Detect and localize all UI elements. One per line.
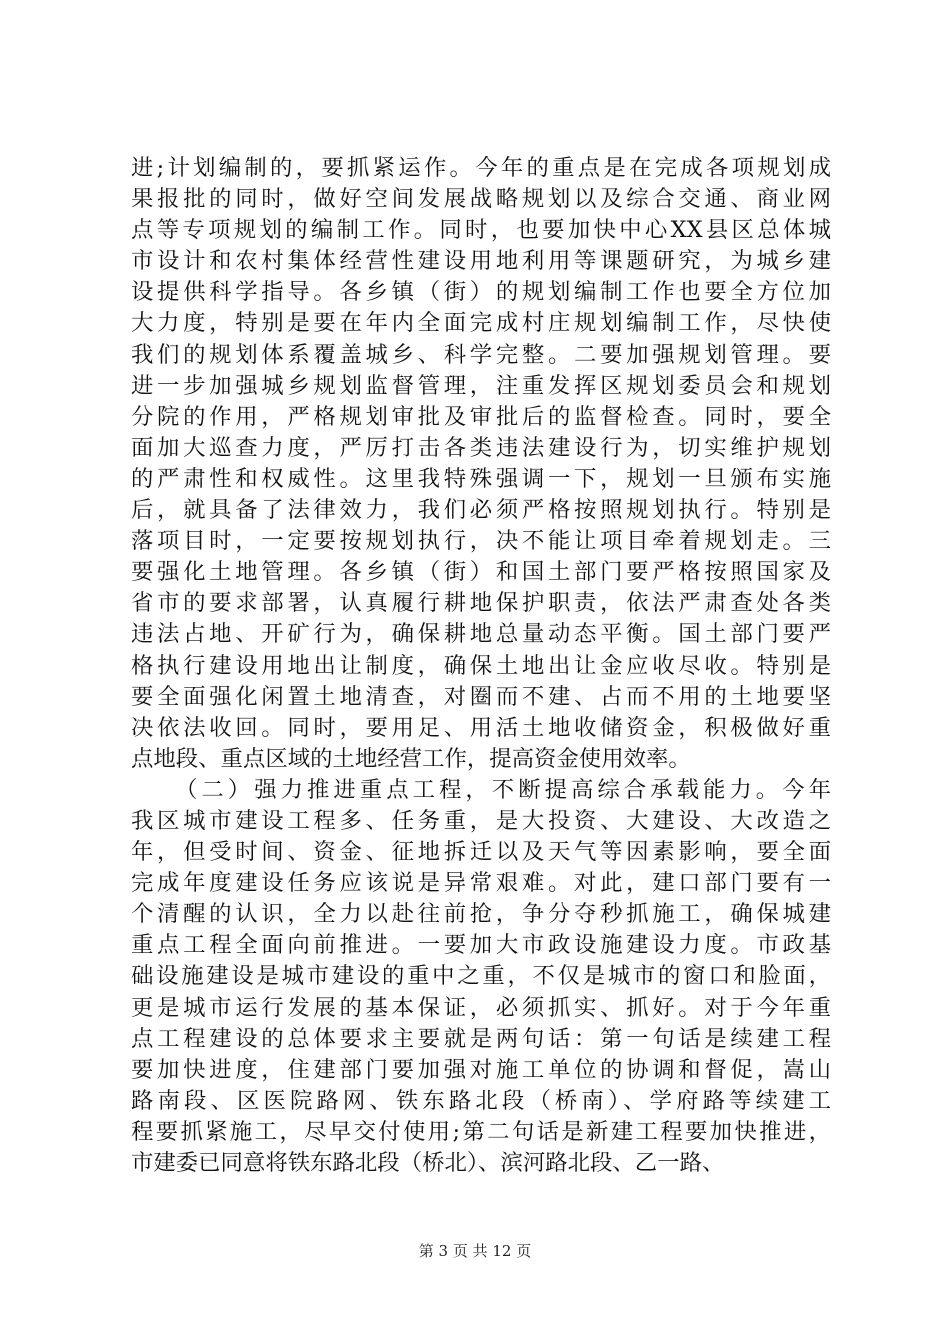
- text-line: 点工程建设的总体要求主要就是两句话：第一句话是续建工程: [131, 1025, 831, 1052]
- text-line: 省市的要求部署，认真履行耕地保护职责，依法严肃查处各类: [131, 590, 831, 617]
- text-line: 进一步加强城乡规划监督管理，注重发挥区规划委员会和规划: [131, 372, 831, 399]
- text-line: 的严肃性和权威性。这里我特殊强调一下，规划一旦颁布实施: [131, 465, 831, 492]
- text-line: 分院的作用，严格规划审批及审批后的监督检查。同时，要全: [131, 403, 831, 430]
- text-line: 市设计和农村集体经营性建设用地利用等课题研究，为城乡建: [131, 248, 831, 275]
- text-line: 要加快进度，住建部门要加强对施工单位的协调和督促，嵩山: [131, 1056, 831, 1083]
- text-line: 重点工程全面向前推进。一要加大市政设施建设力度。市政基: [131, 932, 831, 959]
- text-line: 我区城市建设工程多、任务重，是大投资、大建设、大改造之: [131, 807, 831, 834]
- text-line: 大力度，特别是要在年内全面完成村庄规划编制工作，尽快使: [131, 310, 831, 337]
- text-line: 果报批的同时，做好空间发展战略规划以及综合交通、商业网: [131, 186, 831, 213]
- text-line: （二）强力推进重点工程，不断提高综合承载能力。今年: [175, 776, 831, 803]
- text-line: 落项目时，一定要按规划执行，决不能让项目牵着规划走。三: [131, 528, 831, 555]
- text-line: 我们的规划体系覆盖城乡、科学完整。二要加强规划管理。要: [131, 341, 831, 368]
- text-line: 程要抓紧施工，尽早交付使用;第二句话是新建工程要加快推进，: [131, 1118, 831, 1145]
- text-line: 进;计划编制的，要抓紧运作。今年的重点是在完成各项规划成: [131, 155, 831, 181]
- text-line: 年，但受时间、资金、征地拆迁以及天气等因素影响，要全面: [131, 839, 831, 866]
- text-line: 路南段、区医院路网、铁东路北段（桥南）、学府路等续建工: [131, 1087, 831, 1114]
- text-line: 面加大巡查力度，严厉打击各类违法建设行为，切实维护规划: [131, 434, 831, 461]
- text-line: 设提供科学指导。各乡镇（街）的规划编制工作也要全方位加: [131, 279, 831, 306]
- text-line: 要强化土地管理。各乡镇（街）和国土部门要严格按照国家及: [131, 559, 831, 586]
- text-line: 更是城市运行发展的基本保证，必须抓实、抓好。对于今年重: [131, 994, 831, 1021]
- text-line: 后，就具备了法律效力，我们必须严格按照规划执行。特别是: [131, 497, 831, 524]
- text-line: 点地段、重点区域的土地经营工作，提高资金使用效率。: [131, 745, 691, 772]
- text-line: 要全面强化闲置土地清查，对圈而不建、占而不用的土地要坚: [131, 683, 831, 710]
- text-line: 点等专项规划的编制工作。同时，也要加快中心XX县区总体城: [131, 217, 831, 244]
- text-line: 违法占地、开矿行为，确保耕地总量动态平衡。国土部门要严: [131, 621, 831, 648]
- text-line: 市建委已同意将铁东路北段（桥北）、滨河路北段、乙一路、: [131, 1150, 725, 1176]
- text-line: 决依法收回。同时，要用足、用活土地收储资金，积极做好重: [131, 714, 831, 741]
- text-line: 完成年度建设任务应该说是异常艰难。对此，建口部门要有一: [131, 870, 831, 897]
- text-line: 格执行建设用地出让制度，确保土地出让金应收尽收。特别是: [131, 652, 831, 679]
- document-body: [131, 153, 831, 1179]
- page-footer: 第 3 页 共 12 页: [418, 1242, 532, 1260]
- text-line: 个清醒的认识，全力以赴往前抢，争分夺秒抓施工，确保城建: [131, 901, 831, 928]
- text-line: 础设施建设是城市建设的重中之重，不仅是城市的窗口和脸面，: [131, 963, 831, 990]
